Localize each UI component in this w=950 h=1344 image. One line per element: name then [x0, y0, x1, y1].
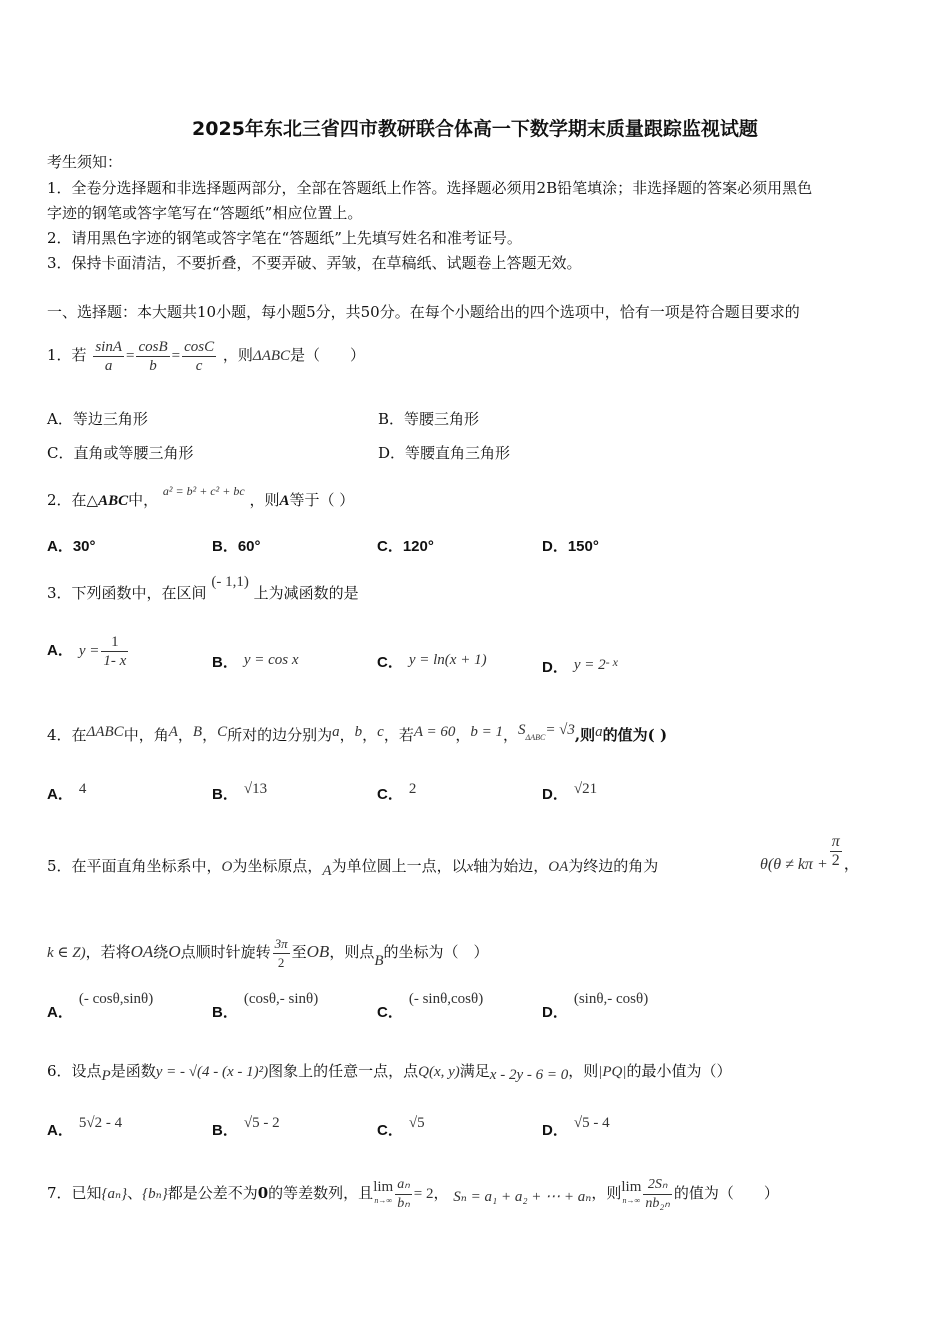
q5-t1: 为坐标原点， [232, 857, 323, 875]
q1-option-b[interactable]: B．等腰三角形 [378, 410, 480, 428]
q5-oa: OA [548, 859, 569, 875]
q2-suffix-b: 等于（ ） [289, 491, 355, 509]
q5-oa-2: OA [130, 942, 154, 961]
q5-c-value: (- sinθ,cosθ) [408, 991, 484, 1007]
q5-option-d[interactable] [542, 991, 649, 1023]
q5-rot-den: 2 [277, 954, 285, 970]
q6-label-a: A． [47, 1122, 73, 1139]
question-5 [47, 856, 658, 877]
q7-seq-a: {aₙ} [101, 1186, 128, 1202]
q5-prefix: 5．在平面直角坐标系中， [47, 857, 222, 875]
q6-point-q: Q(x, y) [418, 1064, 460, 1080]
q6-option-b[interactable] [212, 1115, 280, 1141]
q5-t5: 点顺时针旋转 [180, 943, 271, 961]
q3-prefix: 3．下列函数中，在区间 [47, 584, 207, 602]
q4-cond-3-rhs: = √3 [545, 722, 575, 738]
notice-item-1b: 字迹的钢笔或答字笔写在“答题纸”相应位置上。 [47, 204, 363, 222]
q1-option-a[interactable]: A．等边三角形 [47, 410, 148, 428]
q7-lim2-sub: n→∞ [622, 1196, 641, 1205]
q2-mid: 中， [128, 491, 159, 509]
q7-frac1-den: bₙ [397, 1195, 410, 1211]
q1-suffix-b: 是（ ） [290, 346, 366, 364]
q5-t7: 的坐标为（ ） [383, 943, 489, 961]
q5-ob: OB [306, 942, 330, 961]
q4-comma-1: ， [177, 726, 193, 744]
q6-pq: |PQ| [598, 1064, 627, 1080]
q4-label-c: C． [377, 786, 403, 803]
q4-option-a[interactable] [47, 781, 87, 805]
question-2 [47, 484, 355, 511]
q7-eq-2: = 2 [413, 1186, 434, 1202]
q2-option-a[interactable]: A．30° [47, 538, 96, 555]
q7-frac-1 [395, 1176, 412, 1213]
q5-label-c: C． [377, 1004, 403, 1021]
q2-option-d[interactable]: D．150° [542, 538, 599, 555]
q4-option-b[interactable] [212, 781, 268, 805]
q6-line-eq: x - 2y - 6 = 0 [489, 1067, 569, 1083]
q5-t2: 为单位圆上一点，以 [331, 857, 467, 875]
q6-label-d: D． [542, 1122, 568, 1139]
q4-comma-4: ， [362, 726, 378, 744]
q2-suffix-a: ，则 [249, 491, 280, 509]
q4-angle-a: A [168, 724, 178, 740]
q6-t1: 是函数 [110, 1062, 156, 1080]
q5-pi-frac [830, 833, 842, 870]
question-4 [47, 722, 668, 752]
q6-point-p: P [101, 1068, 111, 1084]
q5-k-in-z: k ∈ Z) [47, 945, 86, 961]
q4-b-value: √13 [243, 781, 268, 797]
q1-frac2-den: b [149, 357, 157, 374]
q3-option-a[interactable] [47, 628, 130, 673]
q5-t6: ，则点 [329, 943, 375, 961]
q4-prefix: 4．在 [47, 726, 87, 744]
q4-label-b: B． [212, 786, 238, 803]
q3-label-a: A． [47, 642, 73, 659]
q1-frac3-den: c [195, 357, 203, 374]
q7-seq-b: {bₙ} [142, 1186, 168, 1202]
q1-frac2-num: cosB [138, 338, 168, 355]
q3-d-base: y = 2 [573, 657, 606, 673]
q3-label-d: D． [542, 659, 568, 676]
q5-option-b[interactable] [212, 991, 319, 1023]
q3-label-b: B． [212, 654, 238, 671]
q4-t4: ,则 [574, 726, 596, 744]
q7-sep: 、 [127, 1184, 143, 1202]
q3-label-c: C． [377, 654, 403, 671]
q6-function: y = - √(4 - (x - 1)²) [155, 1064, 269, 1080]
q1-frac1-num: sinA [95, 338, 122, 355]
q7-lim1-sub: n→∞ [374, 1196, 393, 1205]
q6-t5: 的最小值为（） [626, 1062, 732, 1080]
q4-label-a: A． [47, 786, 73, 803]
q7-frac-2 [643, 1176, 671, 1213]
q1-triangle: ΔABC [252, 348, 291, 364]
q6-t4: ，则 [568, 1062, 599, 1080]
q5-label-a: A． [47, 1004, 73, 1021]
q7-t2: 的等差数列，且 [268, 1184, 374, 1202]
q3-option-b[interactable] [212, 652, 299, 673]
q2-prefix: 2．在△ [47, 491, 99, 509]
q6-t2: 图象上的任意一点，点 [268, 1062, 419, 1080]
q2-abc: ABC [98, 493, 129, 509]
q1-frac3-num: cosC [184, 338, 215, 355]
q3-b-value: y = cos x [243, 652, 299, 668]
q7-lim-1 [373, 1180, 393, 1208]
q7-comma: ， [433, 1184, 449, 1202]
notice-item-1: 1．全卷分选择题和非选择题两部分，全部在答题纸上作答。选择题必须用2B铅笔填涂；非选择题的答案必须用黑色 [47, 179, 813, 197]
q5-line2-b: ，若将 [85, 943, 131, 961]
q2-equation: a² = b² + c² + bc [162, 484, 245, 498]
q2-option-c[interactable]: C．120° [377, 538, 434, 555]
q4-option-c[interactable] [377, 781, 417, 805]
q3-a-frac [101, 633, 128, 670]
q6-option-c[interactable] [377, 1115, 425, 1141]
q4-t3: ，若 [383, 726, 414, 744]
q5-origin-2: O [168, 942, 181, 961]
q5-pi: π [831, 833, 840, 850]
q5-option-a[interactable] [47, 991, 154, 1023]
q4-comma-2: ， [202, 726, 218, 744]
q5-theta: θ(θ ≠ kπ + [760, 856, 828, 874]
q7-sum: Sₙ = a₁ + a₂ + ⋯ + aₙ [453, 1189, 592, 1205]
q4-option-d[interactable] [542, 781, 598, 805]
q4-a-value: 4 [78, 781, 87, 797]
q4-t2: 所对的边分别为 [227, 726, 333, 744]
q1-frac1-den: a [104, 357, 113, 374]
q4-comma-3: ， [339, 726, 355, 744]
q6-d-value: √5 - 4 [573, 1115, 610, 1131]
q7-lim-2 [621, 1180, 641, 1208]
q7-lim1-word: lim [373, 1179, 394, 1195]
q4-c-value: 2 [408, 781, 417, 797]
q4-side-b: b [354, 724, 363, 740]
notice-item-3: 3．保持卡面清洁，不要折叠，不要弄破、弄皱，在草稿纸、试题卷上答题无效。 [47, 254, 582, 272]
q6-option-d[interactable] [542, 1115, 610, 1141]
q1-prefix: 1．若 [47, 346, 87, 364]
q5-label-d: D． [542, 1004, 568, 1021]
q5-a-value: (- cosθ,sinθ) [78, 991, 154, 1007]
q1-option-d[interactable]: D．等腰直角三角形 [378, 444, 511, 462]
q5-origin: O [221, 859, 233, 875]
q7-frac2-num: 2Sₙ [643, 1176, 671, 1195]
q6-a-value: 5√2 - 4 [78, 1115, 123, 1131]
q3-suffix: 上为减函数的是 [253, 584, 359, 602]
q1-suffix-a: ，则 [222, 346, 253, 364]
q6-t3: 满足 [459, 1062, 490, 1080]
q5-b-value: (cosθ,- sinθ) [243, 991, 319, 1007]
q3-a-lhs: y = [78, 643, 100, 659]
q3-interval: (- 1,1) [211, 574, 249, 590]
q6-b-value: √5 - 2 [243, 1115, 280, 1131]
q7-t1: 都是公差不为 [167, 1184, 258, 1202]
q5-t3: 轴为始边， [473, 857, 549, 875]
q5-rot-frac [273, 935, 290, 972]
q5-comma: ， [843, 856, 860, 874]
q4-cond-3: S [518, 722, 526, 738]
q5-rao: 绕 [153, 943, 169, 961]
q1-frac-3 [182, 338, 216, 375]
q5-point-b: B [374, 953, 384, 969]
q5-zhi: 至 [291, 943, 307, 961]
q1-frac-1 [93, 338, 124, 375]
q4-angle-c: C [217, 724, 228, 740]
q4-comma-5: ， [455, 726, 471, 744]
q4-comma-6: ， [502, 726, 518, 744]
q6-label-b: B． [212, 1122, 238, 1139]
q4-label-d: D． [542, 786, 568, 803]
q5-theta-expr [760, 833, 860, 874]
notice-item-2: 2．请用黑色字迹的钢笔或答字笔在“答题纸”上先填写姓名和准考证号。 [47, 229, 522, 247]
q7-frac2-den: nb₂ₙ [645, 1195, 670, 1211]
q1-frac-2 [136, 338, 169, 375]
q4-d-value: √21 [573, 781, 598, 797]
q5-rot-num: 3π [273, 935, 290, 954]
q2-angle-a: A [279, 493, 290, 509]
q4-cond-1: A = 60 [413, 724, 456, 740]
q4-t1: 中，角 [123, 726, 169, 744]
q2-option-b[interactable]: B．60° [212, 538, 261, 555]
q3-option-d[interactable] [542, 652, 618, 678]
q7-lim2-word: lim [621, 1179, 642, 1195]
q6-label-c: C． [377, 1122, 403, 1139]
q5-two: 2 [831, 852, 840, 869]
question-5-line-2 [47, 930, 489, 974]
q3-d-exp: - x [605, 655, 618, 669]
q3-a-num: 1 [101, 633, 128, 652]
q4-side-a: a [332, 724, 340, 740]
q3-c-value: y = ln(x + 1) [408, 652, 487, 668]
q7-t3: ，则 [591, 1184, 622, 1202]
q5-t4: 为终边的角为 [568, 857, 659, 875]
q4-side-a-2: a [595, 724, 603, 740]
q3-option-c[interactable] [377, 652, 487, 673]
q7-t4: 的值为（ ） [673, 1184, 779, 1202]
notice-heading: 考生须知： [47, 153, 123, 171]
q7-zero: 0 [257, 1184, 269, 1202]
q6-c-value: √5 [408, 1115, 425, 1131]
q7-prefix: 7．已知 [47, 1184, 102, 1202]
q7-frac1-num: aₙ [395, 1176, 412, 1195]
question-3 [47, 574, 359, 604]
question-1: 1．若 $\frac{\sin A}{a}$ = $\frac{\cos B}{b}$ = $\frac{\cos C}{c}$ ，则ΔABC是（ ） [47, 338, 366, 374]
q6-option-a[interactable] [47, 1115, 123, 1141]
q4-side-c: c [377, 724, 384, 740]
q5-d-value: (sinθ,- cosθ) [573, 991, 649, 1007]
q5-x: x [466, 859, 474, 875]
q4-triangle: ΔABC [86, 724, 124, 740]
q4-angle-b: B [192, 724, 203, 740]
q5-option-c[interactable] [377, 991, 484, 1023]
q5-point-a: A [322, 863, 332, 879]
q1-option-c[interactable]: C．直角或等腰三角形 [47, 444, 194, 462]
q6-prefix: 6．设点 [47, 1062, 102, 1080]
q4-cond-3-sub: ΔABC [525, 733, 546, 742]
q5-label-b: B． [212, 1004, 238, 1021]
page-title: 2025年东北三省四市教研联合体高一下数学期末质量跟踪监视试题 [192, 118, 758, 140]
q4-t5: 的值为( ) [602, 726, 668, 744]
section-heading: 一、选择题：本大题共10小题，每小题5分，共50分。在每个小题给出的四个选项中，恰有一项是符合题目要求的 [47, 303, 800, 321]
question-7 [47, 1168, 779, 1218]
q4-cond-2: b = 1 [470, 724, 503, 740]
question-6 [47, 1061, 732, 1082]
q3-a-den: 1- x [103, 652, 127, 669]
